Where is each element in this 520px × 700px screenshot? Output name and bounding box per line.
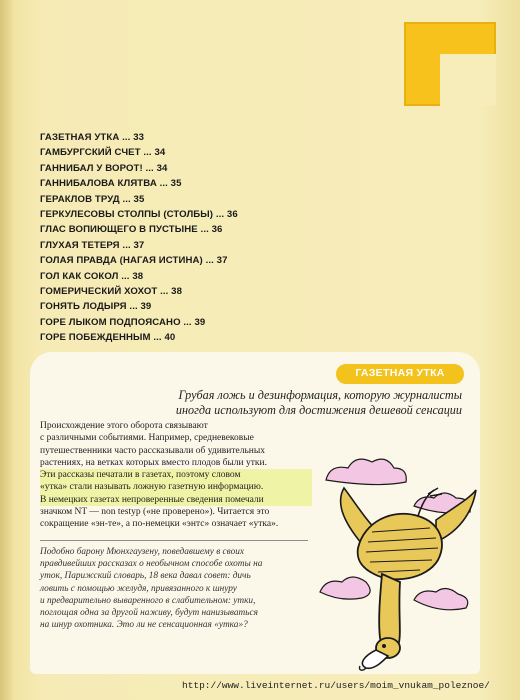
toc-item[interactable]: ГАННИБАЛ У ВОРОТ! ... 34 xyxy=(40,162,168,174)
table-of-contents xyxy=(40,130,300,346)
toc-item[interactable]: ГОМЕРИЧЕСКИЙ ХОХОТ ... 38 xyxy=(40,286,183,298)
toc-item[interactable]: ГОЛ КАК СОКОЛ ... 38 xyxy=(40,270,144,282)
toc-item[interactable]: ГЕРАКЛОВ ТРУД ... 35 xyxy=(40,193,145,205)
toc-item[interactable]: ГЕРКУЛЕСОВЫ СТОЛПЫ (СТОЛБЫ) ... 36 xyxy=(40,209,238,221)
entry-tag-label: ГАЗЕТНАЯ УТКА xyxy=(355,367,445,379)
note-line: и предварительно вываренного в слабительном: утки, xyxy=(40,595,256,606)
toc-item[interactable]: ГАМБУРГСКИЙ СЧЕТ ... 34 xyxy=(40,147,166,159)
body-line: с различными событиями. Например, средневековые xyxy=(40,433,254,444)
entry-body xyxy=(40,420,312,531)
note-line: поглощая одна за другой наживу, будут нанизываться xyxy=(40,608,258,619)
newspaper-duck-illustration-icon xyxy=(318,424,480,674)
body-line: растениях, на ветках которых вместо плодов были утки. xyxy=(40,457,267,468)
note-line: уток, Парижский словарь, 18 века давал совет: дичь xyxy=(40,571,251,582)
toc-item[interactable]: ГОНЯТЬ ЛОДЫРЯ ... 39 xyxy=(40,301,152,313)
note-line: ловить с помощью желудя, привязанного к шнуру xyxy=(40,583,237,594)
body-line: В немецких газетах непроверенные сведения помечали xyxy=(40,494,312,506)
body-line: «утка» стали называть ложную газетную информацию. xyxy=(40,481,312,493)
toc-item[interactable]: ГОРЕ ПОБЕЖДЕННЫМ ... 40 xyxy=(40,332,176,344)
body-line: сокращение «эн-те», а по-немецки «энтс» означает «утка». xyxy=(40,519,279,530)
toc-item[interactable]: ГОРЕ ЛЫКОМ ПОДПОЯСАНО ... 39 xyxy=(40,316,206,328)
definition-line: Грубая ложь и дезинформация, которую журналисты xyxy=(178,388,462,402)
body-line: Происхождение этого оборота связывают xyxy=(40,421,208,431)
note-divider xyxy=(40,540,308,541)
note-line: на шнур охотника. Это ли не сенсационная «утка»? xyxy=(40,620,248,631)
body-line: путешественники часто рассказывали об удивительных xyxy=(40,445,266,456)
section-letter-g-icon xyxy=(404,22,496,106)
toc-item[interactable]: ГАННИБАЛОВА КЛЯТВА ... 35 xyxy=(40,178,182,190)
letter-g-cutout xyxy=(440,54,496,106)
toc-item[interactable]: ГЛАС ВОПИЮЩЕГО В ПУСТЫНЕ ... 36 xyxy=(40,224,223,236)
page-spine-shadow xyxy=(0,0,14,700)
body-line: Эти рассказы печатали в газетах, поэтому словом xyxy=(40,469,312,481)
toc-item[interactable]: ГЛУХАЯ ТЕТЕРЯ ... 37 xyxy=(40,239,145,251)
body-line: значком NT — non testyp («не проверено»). Читается это xyxy=(40,507,270,518)
note-line: правдивейших рассказах о необычном способе охоты на xyxy=(40,559,263,570)
toc-item[interactable]: ГОЛАЯ ПРАВДА (НАГАЯ ИСТИНА) ... 37 xyxy=(40,255,228,267)
toc-item[interactable]: ГАЗЕТНАЯ УТКА ... 33 xyxy=(40,132,145,143)
note-line: Подобно барону Мюнхгаузену, поведавшему в своих xyxy=(40,547,245,557)
entry-definition xyxy=(92,388,462,418)
source-url[interactable]: http://www.liveinternet.ru/users/moim_vnukam_poleznoe/ xyxy=(182,680,490,691)
definition-line: иногда используют для достижения дешевой сенсации xyxy=(175,403,462,417)
entry-note xyxy=(40,546,312,631)
